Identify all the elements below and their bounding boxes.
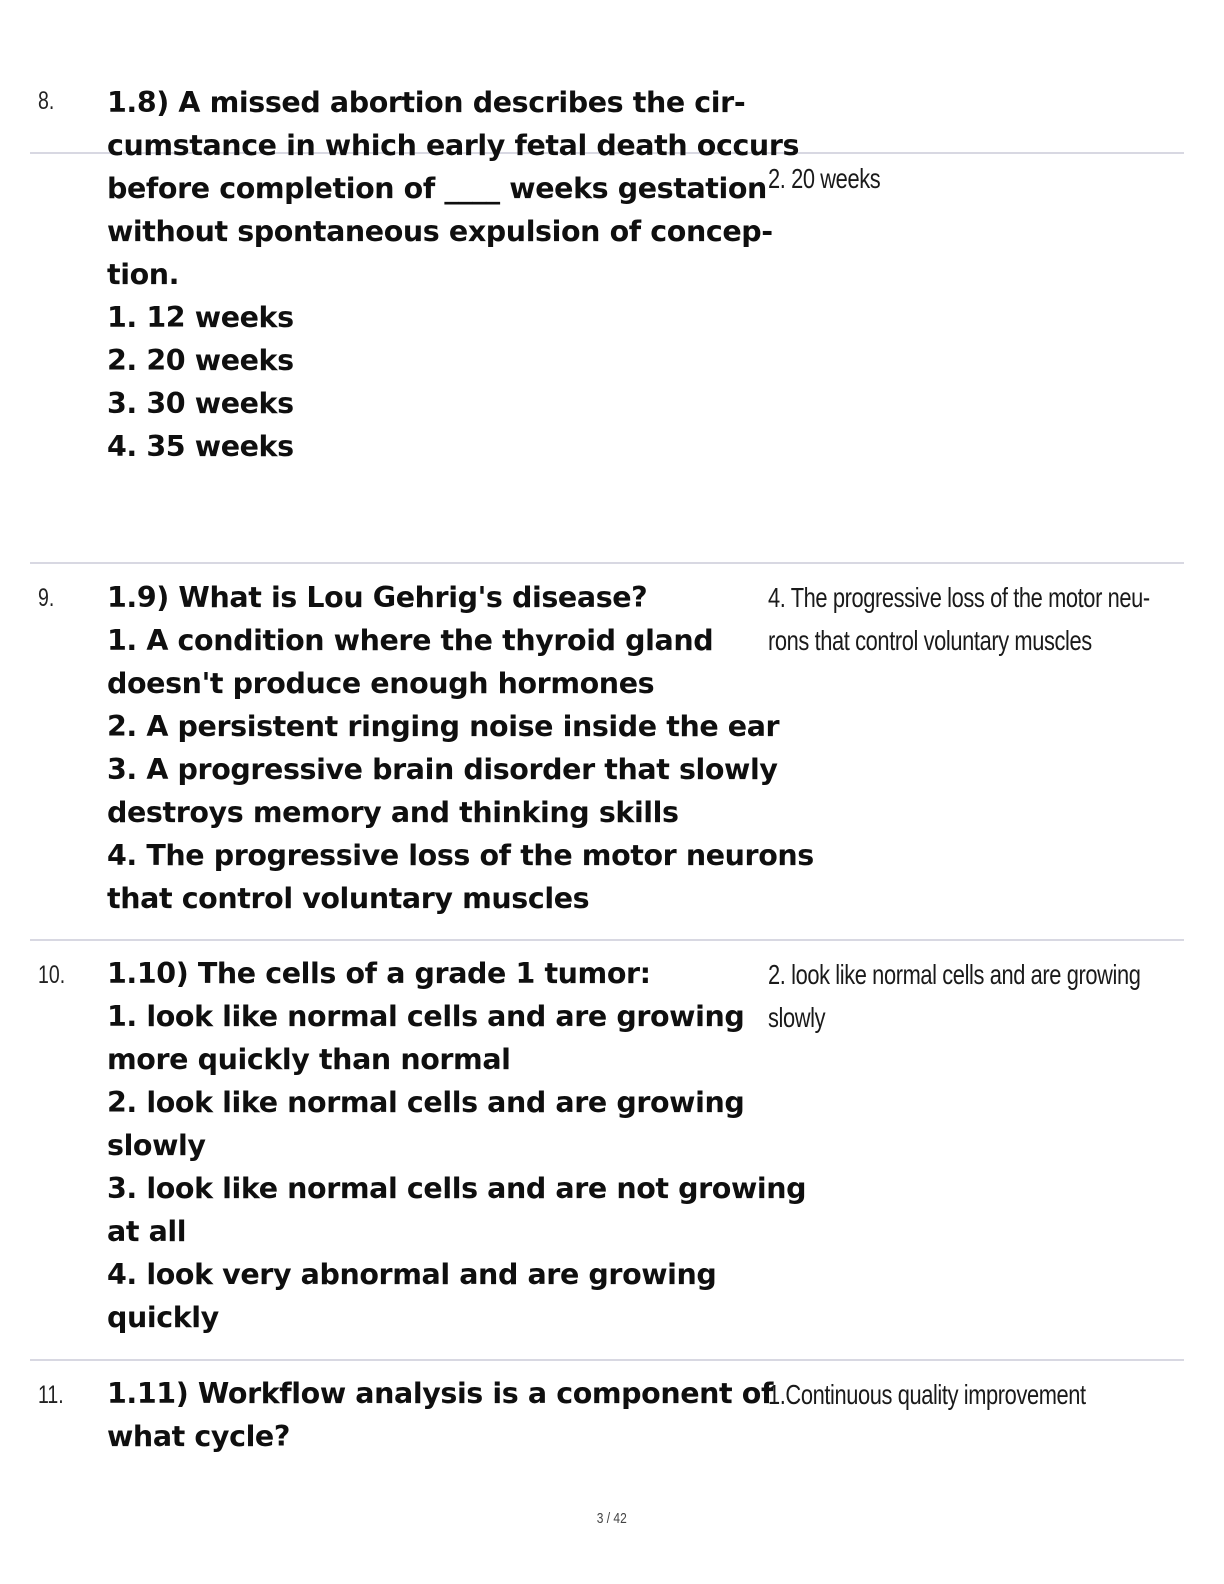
question-text [107,576,814,920]
question-line: 1. look like normal cells and are growing [107,1000,745,1033]
answer-line: 1.Continuous quality improvement [768,1379,1086,1410]
question-line: 1.11) Workflow analysis is a component of [107,1377,773,1410]
question-line: at all [107,1215,187,1248]
page-indicator [0,1510,1224,1527]
divider-rule [30,1359,1184,1361]
question-line: what cycle? [107,1420,290,1453]
question-line: slowly [107,1129,206,1162]
question-line: 4. The progressive loss of the motor neurons [107,839,814,872]
question-line: destroys memory and thinking skills [107,796,679,829]
question-line: 3. look like normal cells and are not growing [107,1172,807,1205]
question-line: 4. 35 weeks [107,430,294,463]
item-number: 11. [38,1381,64,1409]
question-line: 1.9) What is Lou Gehrig's disease? [107,581,648,614]
answer-text [768,953,1174,1039]
answer-text [768,576,1174,662]
answer-line: 2. look like normal cells and are growing [768,959,1141,990]
question-line: 4. look very abnormal and are growing [107,1258,717,1291]
divider-rule [30,562,1184,564]
question-line: doesn't produce enough hormones [107,667,655,700]
question-line: more quickly than normal [107,1043,511,1076]
question-line: cumstance in which early fetal death occurs [107,129,800,162]
question-line: 1.10) The cells of a grade 1 tumor: [107,957,651,990]
answer-line: 4. The progressive loss of the motor neu- [768,582,1150,613]
answer-line: 2. 20 weeks [768,163,881,194]
question-line: 2. 20 weeks [107,344,294,377]
question-line: 2. look like normal cells and are growing [107,1086,745,1119]
question-line: tion. [107,258,180,291]
question-line: 3. A progressive brain disorder that slowly [107,753,778,786]
question-line: before completion of ____ weeks gestation [107,172,767,205]
item-number: 10. [38,961,66,989]
question-line: 1. 12 weeks [107,301,294,334]
question-text [107,952,807,1339]
page-indicator-text: 3 / 42 [596,1510,628,1527]
divider-rule [30,939,1184,941]
question-line: 2. A persistent ringing noise inside the ear [107,710,780,743]
question-line: quickly [107,1301,219,1334]
question-line: without spontaneous expulsion of concep- [107,215,773,248]
item-number: 8. [38,87,55,115]
answer-line: slowly [768,1002,826,1033]
question-line: that control voluntary muscles [107,882,590,915]
answer-text [768,1373,1174,1416]
question-text [107,81,800,468]
answer-text [768,157,1174,200]
question-line: 1.8) A missed abortion describes the cir- [107,86,746,119]
question-text [107,1372,773,1458]
question-line: 1. A condition where the thyroid gland [107,624,714,657]
answer-line: rons that control voluntary muscles [768,625,1092,656]
question-line: 3. 30 weeks [107,387,294,420]
item-number: 9. [38,584,55,612]
